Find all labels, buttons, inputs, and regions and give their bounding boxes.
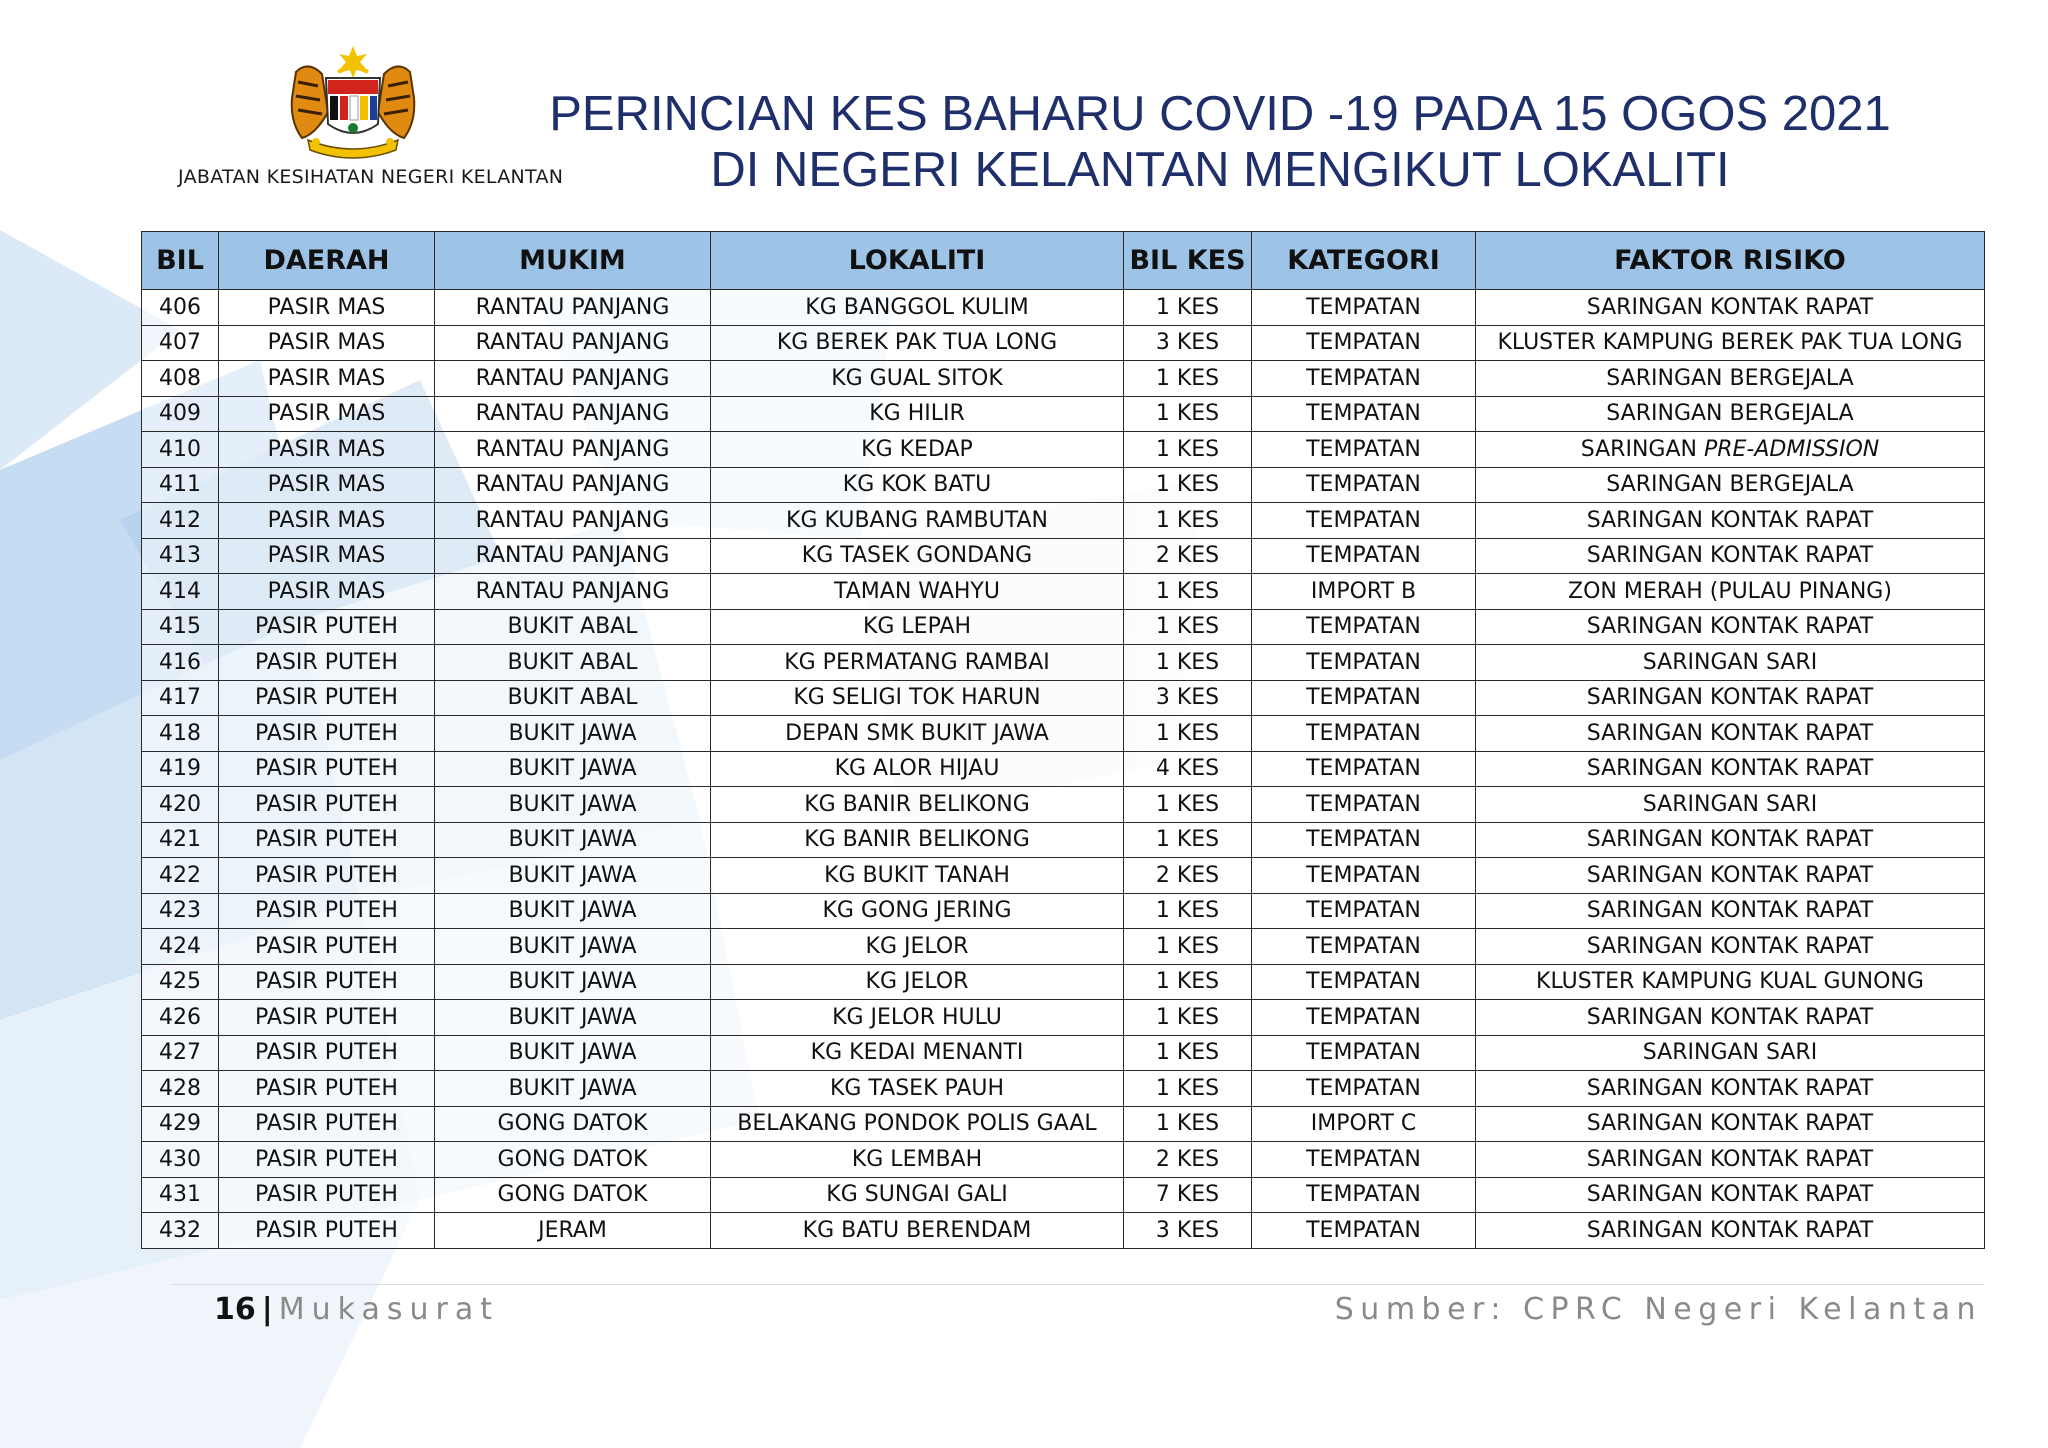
cell-kategori: TEMPATAN — [1252, 609, 1476, 645]
table-row — [142, 822, 1985, 858]
cell-daerah: PASIR MAS — [219, 290, 435, 326]
cell-bil-kes: 1 KES — [1124, 361, 1252, 397]
cell-bil: 417 — [142, 680, 219, 716]
table-row — [142, 751, 1985, 787]
cell-daerah: PASIR PUTEH — [219, 964, 435, 1000]
cell-bil-kes: 2 KES — [1124, 538, 1252, 574]
table-header-row — [142, 232, 1985, 290]
cell-lokaliti: KG GONG JERING — [711, 893, 1124, 929]
cell-mukim: BUKIT JAWA — [435, 716, 711, 752]
cell-lokaliti: KG HILIR — [711, 396, 1124, 432]
cell-mukim: RANTAU PANJANG — [435, 432, 711, 468]
cell-mukim: RANTAU PANJANG — [435, 325, 711, 361]
cell-mukim: BUKIT JAWA — [435, 787, 711, 823]
cell-daerah: PASIR MAS — [219, 361, 435, 397]
column-header-lokaliti: LOKALITI — [711, 232, 1124, 290]
cell-faktor-risiko: SARINGAN BERGEJALA — [1476, 361, 1985, 397]
cell-bil: 425 — [142, 964, 219, 1000]
cell-kategori: TEMPATAN — [1252, 1035, 1476, 1071]
cell-lokaliti: KG TASEK GONDANG — [711, 538, 1124, 574]
cell-kategori: TEMPATAN — [1252, 503, 1476, 539]
cell-kategori: TEMPATAN — [1252, 858, 1476, 894]
cases-table — [141, 231, 1985, 1249]
cell-bil-kes: 3 KES — [1124, 325, 1252, 361]
cell-bil: 419 — [142, 751, 219, 787]
cell-bil: 424 — [142, 929, 219, 965]
cell-lokaliti: TAMAN WAHYU — [711, 574, 1124, 610]
cell-faktor-risiko: SARINGAN KONTAK RAPAT — [1476, 1000, 1985, 1036]
cell-bil-kes: 1 KES — [1124, 396, 1252, 432]
cell-kategori: TEMPATAN — [1252, 822, 1476, 858]
cell-daerah: PASIR PUTEH — [219, 1142, 435, 1178]
cell-kategori: TEMPATAN — [1252, 787, 1476, 823]
cell-lokaliti: KG GUAL SITOK — [711, 361, 1124, 397]
column-header-mukim: MUKIM — [435, 232, 711, 290]
cell-faktor-risiko: SARINGAN KONTAK RAPAT — [1476, 609, 1985, 645]
cell-faktor-risiko: SARINGAN KONTAK RAPAT — [1476, 1142, 1985, 1178]
cell-lokaliti: KG BANIR BELIKONG — [711, 822, 1124, 858]
cell-bil: 407 — [142, 325, 219, 361]
coat-of-arms-icon — [268, 42, 438, 160]
cell-bil: 427 — [142, 1035, 219, 1071]
cell-mukim: GONG DATOK — [435, 1106, 711, 1142]
cell-bil-kes: 3 KES — [1124, 680, 1252, 716]
cell-bil-kes: 1 KES — [1124, 893, 1252, 929]
cell-bil: 423 — [142, 893, 219, 929]
cell-daerah: PASIR PUTEH — [219, 822, 435, 858]
cell-bil-kes: 7 KES — [1124, 1177, 1252, 1213]
cell-bil-kes: 1 KES — [1124, 432, 1252, 468]
cell-bil: 426 — [142, 1000, 219, 1036]
cell-kategori: TEMPATAN — [1252, 1071, 1476, 1107]
cell-mukim: BUKIT JAWA — [435, 751, 711, 787]
cell-kategori: TEMPATAN — [1252, 680, 1476, 716]
cell-mukim: BUKIT JAWA — [435, 1071, 711, 1107]
cell-mukim: BUKIT JAWA — [435, 929, 711, 965]
cell-daerah: PASIR PUTEH — [219, 609, 435, 645]
cell-lokaliti: KG ALOR HIJAU — [711, 751, 1124, 787]
cell-lokaliti: KG LEMBAH — [711, 1142, 1124, 1178]
table-row — [142, 432, 1985, 468]
table-row — [142, 574, 1985, 610]
cell-kategori: TEMPATAN — [1252, 1000, 1476, 1036]
cell-bil-kes: 1 KES — [1124, 290, 1252, 326]
cell-mukim: BUKIT JAWA — [435, 1000, 711, 1036]
title-line-2: DI NEGERI KELANTAN MENGIKUT LOKALITI — [710, 143, 1730, 197]
faktor-text: SARINGAN — [1580, 436, 1697, 462]
cell-kategori: TEMPATAN — [1252, 325, 1476, 361]
cell-bil-kes: 1 KES — [1124, 1106, 1252, 1142]
cell-bil: 430 — [142, 1142, 219, 1178]
cell-bil-kes: 1 KES — [1124, 645, 1252, 681]
cell-mukim: BUKIT JAWA — [435, 893, 711, 929]
cell-mukim: RANTAU PANJANG — [435, 361, 711, 397]
cell-mukim: BUKIT ABAL — [435, 609, 711, 645]
column-header-bil-kes: BIL KES — [1124, 232, 1252, 290]
cell-kategori: TEMPATAN — [1252, 538, 1476, 574]
cell-bil-kes: 1 KES — [1124, 964, 1252, 1000]
cell-faktor-risiko: SARINGAN KONTAK RAPAT — [1476, 538, 1985, 574]
cell-mukim: BUKIT JAWA — [435, 1035, 711, 1071]
cell-bil: 413 — [142, 538, 219, 574]
cell-kategori: TEMPATAN — [1252, 396, 1476, 432]
cell-faktor-risiko: SARINGAN SARI — [1476, 645, 1985, 681]
cell-kategori: TEMPATAN — [1252, 929, 1476, 965]
cell-kategori: TEMPATAN — [1252, 361, 1476, 397]
cell-daerah: PASIR PUTEH — [219, 1035, 435, 1071]
cell-mukim: RANTAU PANJANG — [435, 538, 711, 574]
cell-daerah: PASIR PUTEH — [219, 1071, 435, 1107]
cell-bil: 432 — [142, 1213, 219, 1249]
cell-bil: 422 — [142, 858, 219, 894]
page-title — [520, 86, 1920, 198]
cell-bil-kes: 1 KES — [1124, 467, 1252, 503]
table-row — [142, 325, 1985, 361]
cell-mukim: BUKIT JAWA — [435, 964, 711, 1000]
table-row — [142, 467, 1985, 503]
cell-bil-kes: 1 KES — [1124, 1071, 1252, 1107]
cell-bil: 420 — [142, 787, 219, 823]
cell-daerah: PASIR PUTEH — [219, 680, 435, 716]
cell-bil: 429 — [142, 1106, 219, 1142]
cell-bil: 406 — [142, 290, 219, 326]
cell-mukim: RANTAU PANJANG — [435, 467, 711, 503]
cell-daerah: PASIR MAS — [219, 432, 435, 468]
cell-faktor-risiko: SARINGAN KONTAK RAPAT — [1476, 929, 1985, 965]
cell-lokaliti: KG BANIR BELIKONG — [711, 787, 1124, 823]
cell-kategori: TEMPATAN — [1252, 1142, 1476, 1178]
table-row — [142, 290, 1985, 326]
cell-faktor-risiko: SARINGAN SARI — [1476, 1035, 1985, 1071]
page-number — [214, 1292, 499, 1327]
cell-bil: 418 — [142, 716, 219, 752]
cell-bil: 410 — [142, 432, 219, 468]
cell-kategori: TEMPATAN — [1252, 1213, 1476, 1249]
cell-bil-kes: 1 KES — [1124, 1000, 1252, 1036]
cell-lokaliti: BELAKANG PONDOK POLIS GAAL — [711, 1106, 1124, 1142]
cell-bil-kes: 2 KES — [1124, 858, 1252, 894]
title-line-1: PERINCIAN KES BAHARU COVID -19 PADA 15 OGOS 2021 — [549, 87, 1891, 141]
cell-lokaliti: KG SELIGI TOK HARUN — [711, 680, 1124, 716]
cell-mukim: RANTAU PANJANG — [435, 396, 711, 432]
cell-faktor-risiko: SARINGAN KONTAK RAPAT — [1476, 716, 1985, 752]
cell-kategori: IMPORT C — [1252, 1106, 1476, 1142]
cell-kategori: TEMPATAN — [1252, 1177, 1476, 1213]
cell-bil-kes: 3 KES — [1124, 1213, 1252, 1249]
table-row — [142, 538, 1985, 574]
cell-mukim: BUKIT JAWA — [435, 822, 711, 858]
table-row — [142, 1177, 1985, 1213]
cell-mukim: BUKIT JAWA — [435, 858, 711, 894]
cell-lokaliti: KG KUBANG RAMBUTAN — [711, 503, 1124, 539]
cell-bil-kes: 1 KES — [1124, 716, 1252, 752]
cell-kategori: TEMPATAN — [1252, 467, 1476, 503]
cell-daerah: PASIR PUTEH — [219, 716, 435, 752]
cell-mukim: RANTAU PANJANG — [435, 503, 711, 539]
column-header-faktor-risiko: FAKTOR RISIKO — [1476, 232, 1985, 290]
table-row — [142, 1071, 1985, 1107]
cell-daerah: PASIR PUTEH — [219, 787, 435, 823]
cell-bil-kes: 1 KES — [1124, 1035, 1252, 1071]
department-name: JABATAN KESIHATAN NEGERI KELANTAN — [178, 166, 564, 188]
table-row — [142, 1000, 1985, 1036]
cell-lokaliti: KG JELOR — [711, 929, 1124, 965]
cell-bil: 412 — [142, 503, 219, 539]
cell-faktor-risiko: SARINGAN KONTAK RAPAT — [1476, 1213, 1985, 1249]
cell-bil-kes: 1 KES — [1124, 574, 1252, 610]
cell-bil: 431 — [142, 1177, 219, 1213]
cell-bil-kes: 1 KES — [1124, 609, 1252, 645]
cell-lokaliti: KG BUKIT TANAH — [711, 858, 1124, 894]
table-row — [142, 396, 1985, 432]
coat-of-arms-logo — [268, 42, 438, 160]
cell-lokaliti: KG JELOR — [711, 964, 1124, 1000]
cell-lokaliti: KG PERMATANG RAMBAI — [711, 645, 1124, 681]
cell-lokaliti: KG SUNGAI GALI — [711, 1177, 1124, 1213]
cell-faktor-risiko: SARINGAN KONTAK RAPAT — [1476, 680, 1985, 716]
cell-lokaliti: KG TASEK PAUH — [711, 1071, 1124, 1107]
table-row — [142, 787, 1985, 823]
cell-lokaliti: KG JELOR HULU — [711, 1000, 1124, 1036]
column-header-kategori: KATEGORI — [1252, 232, 1476, 290]
cell-daerah: PASIR PUTEH — [219, 1177, 435, 1213]
faktor-italic-text: PRE-ADMISSION — [1703, 436, 1880, 462]
table-row — [142, 1142, 1985, 1178]
column-header-daerah: DAERAH — [219, 232, 435, 290]
cell-faktor-risiko: SARINGAN KONTAK RAPAT — [1476, 1106, 1985, 1142]
cell-daerah: PASIR PUTEH — [219, 858, 435, 894]
cell-faktor-risiko: SARINGAN KONTAK RAPAT — [1476, 1177, 1985, 1213]
cell-daerah: PASIR PUTEH — [219, 929, 435, 965]
table-row — [142, 503, 1985, 539]
cell-bil: 415 — [142, 609, 219, 645]
cell-daerah: PASIR PUTEH — [219, 1000, 435, 1036]
cell-mukim: GONG DATOK — [435, 1177, 711, 1213]
cell-bil-kes: 1 KES — [1124, 503, 1252, 539]
table-row — [142, 609, 1985, 645]
cell-lokaliti: DEPAN SMK BUKIT JAWA — [711, 716, 1124, 752]
table-row — [142, 893, 1985, 929]
cell-faktor-risiko: SARINGAN KONTAK RAPAT — [1476, 822, 1985, 858]
page-word: Mukasurat — [278, 1292, 499, 1327]
cell-daerah: PASIR PUTEH — [219, 1106, 435, 1142]
cell-lokaliti: KG KEDAI MENANTI — [711, 1035, 1124, 1071]
cell-kategori: TEMPATAN — [1252, 645, 1476, 681]
cell-kategori: TEMPATAN — [1252, 751, 1476, 787]
cell-mukim: RANTAU PANJANG — [435, 574, 711, 610]
table-row — [142, 929, 1985, 965]
page-separator: | — [261, 1292, 273, 1327]
cell-kategori: TEMPATAN — [1252, 432, 1476, 468]
cell-mukim: GONG DATOK — [435, 1142, 711, 1178]
cell-kategori: TEMPATAN — [1252, 964, 1476, 1000]
cell-faktor-risiko: SARINGAN BERGEJALA — [1476, 396, 1985, 432]
footer-divider — [172, 1284, 1984, 1285]
cell-daerah: PASIR MAS — [219, 574, 435, 610]
cell-bil: 421 — [142, 822, 219, 858]
cell-faktor-risiko: KLUSTER KAMPUNG BEREK PAK TUA LONG — [1476, 325, 1985, 361]
cell-faktor-risiko: SARINGAN KONTAK RAPAT — [1476, 858, 1985, 894]
cell-faktor-risiko: SARINGAN SARI — [1476, 787, 1985, 823]
cell-daerah: PASIR MAS — [219, 467, 435, 503]
cell-faktor-risiko: SARINGAN KONTAK RAPAT — [1476, 1071, 1985, 1107]
cell-mukim: BUKIT ABAL — [435, 645, 711, 681]
cell-bil-kes: 4 KES — [1124, 751, 1252, 787]
table-row — [142, 1106, 1985, 1142]
table-row — [142, 645, 1985, 681]
cell-bil-kes: 2 KES — [1124, 1142, 1252, 1178]
cell-bil: 414 — [142, 574, 219, 610]
cell-daerah: PASIR PUTEH — [219, 645, 435, 681]
cell-bil-kes: 1 KES — [1124, 787, 1252, 823]
table-row — [142, 858, 1985, 894]
table-row — [142, 1035, 1985, 1071]
cell-faktor-risiko: SARINGAN BERGEJALA — [1476, 467, 1985, 503]
cell-daerah: PASIR PUTEH — [219, 1213, 435, 1249]
cell-kategori: IMPORT B — [1252, 574, 1476, 610]
cell-faktor-risiko: KLUSTER KAMPUNG KUAL GUNONG — [1476, 964, 1985, 1000]
cell-bil-kes: 1 KES — [1124, 822, 1252, 858]
cell-kategori: TEMPATAN — [1252, 893, 1476, 929]
cell-mukim: JERAM — [435, 1213, 711, 1249]
cell-bil: 411 — [142, 467, 219, 503]
cell-lokaliti: KG KEDAP — [711, 432, 1124, 468]
cell-bil: 408 — [142, 361, 219, 397]
cell-lokaliti: KG BATU BERENDAM — [711, 1213, 1124, 1249]
cell-lokaliti: KG KOK BATU — [711, 467, 1124, 503]
cell-bil: 428 — [142, 1071, 219, 1107]
cell-faktor-risiko: SARINGAN KONTAK RAPAT — [1476, 503, 1985, 539]
table-row — [142, 1213, 1985, 1249]
source-credit: Sumber: CPRC Negeri Kelantan — [1334, 1292, 1982, 1327]
cell-mukim: RANTAU PANJANG — [435, 290, 711, 326]
cell-bil: 416 — [142, 645, 219, 681]
cell-daerah: PASIR MAS — [219, 503, 435, 539]
cell-daerah: PASIR MAS — [219, 325, 435, 361]
cell-faktor-risiko: SARINGAN KONTAK RAPAT — [1476, 751, 1985, 787]
cell-kategori: TEMPATAN — [1252, 290, 1476, 326]
cell-bil-kes: 1 KES — [1124, 929, 1252, 965]
cell-lokaliti: KG BEREK PAK TUA LONG — [711, 325, 1124, 361]
cell-lokaliti: KG BANGGOL KULIM — [711, 290, 1124, 326]
table-row — [142, 716, 1985, 752]
cell-daerah: PASIR PUTEH — [219, 893, 435, 929]
cell-daerah: PASIR MAS — [219, 396, 435, 432]
table-row — [142, 680, 1985, 716]
cell-lokaliti: KG LEPAH — [711, 609, 1124, 645]
cell-faktor-risiko: SARINGAN KONTAK RAPAT — [1476, 893, 1985, 929]
cell-mukim: BUKIT ABAL — [435, 680, 711, 716]
table-row — [142, 964, 1985, 1000]
cell-daerah: PASIR MAS — [219, 538, 435, 574]
cell-faktor-risiko: SARINGAN KONTAK RAPAT — [1476, 290, 1985, 326]
table-row — [142, 361, 1985, 397]
column-header-bil: BIL — [142, 232, 219, 290]
cell-kategori: TEMPATAN — [1252, 716, 1476, 752]
cell-bil: 409 — [142, 396, 219, 432]
cell-faktor-risiko: ZON MERAH (PULAU PINANG) — [1476, 574, 1985, 610]
page-number-value: 16 — [214, 1292, 256, 1327]
cell-faktor-risiko — [1476, 432, 1985, 468]
cell-daerah: PASIR PUTEH — [219, 751, 435, 787]
